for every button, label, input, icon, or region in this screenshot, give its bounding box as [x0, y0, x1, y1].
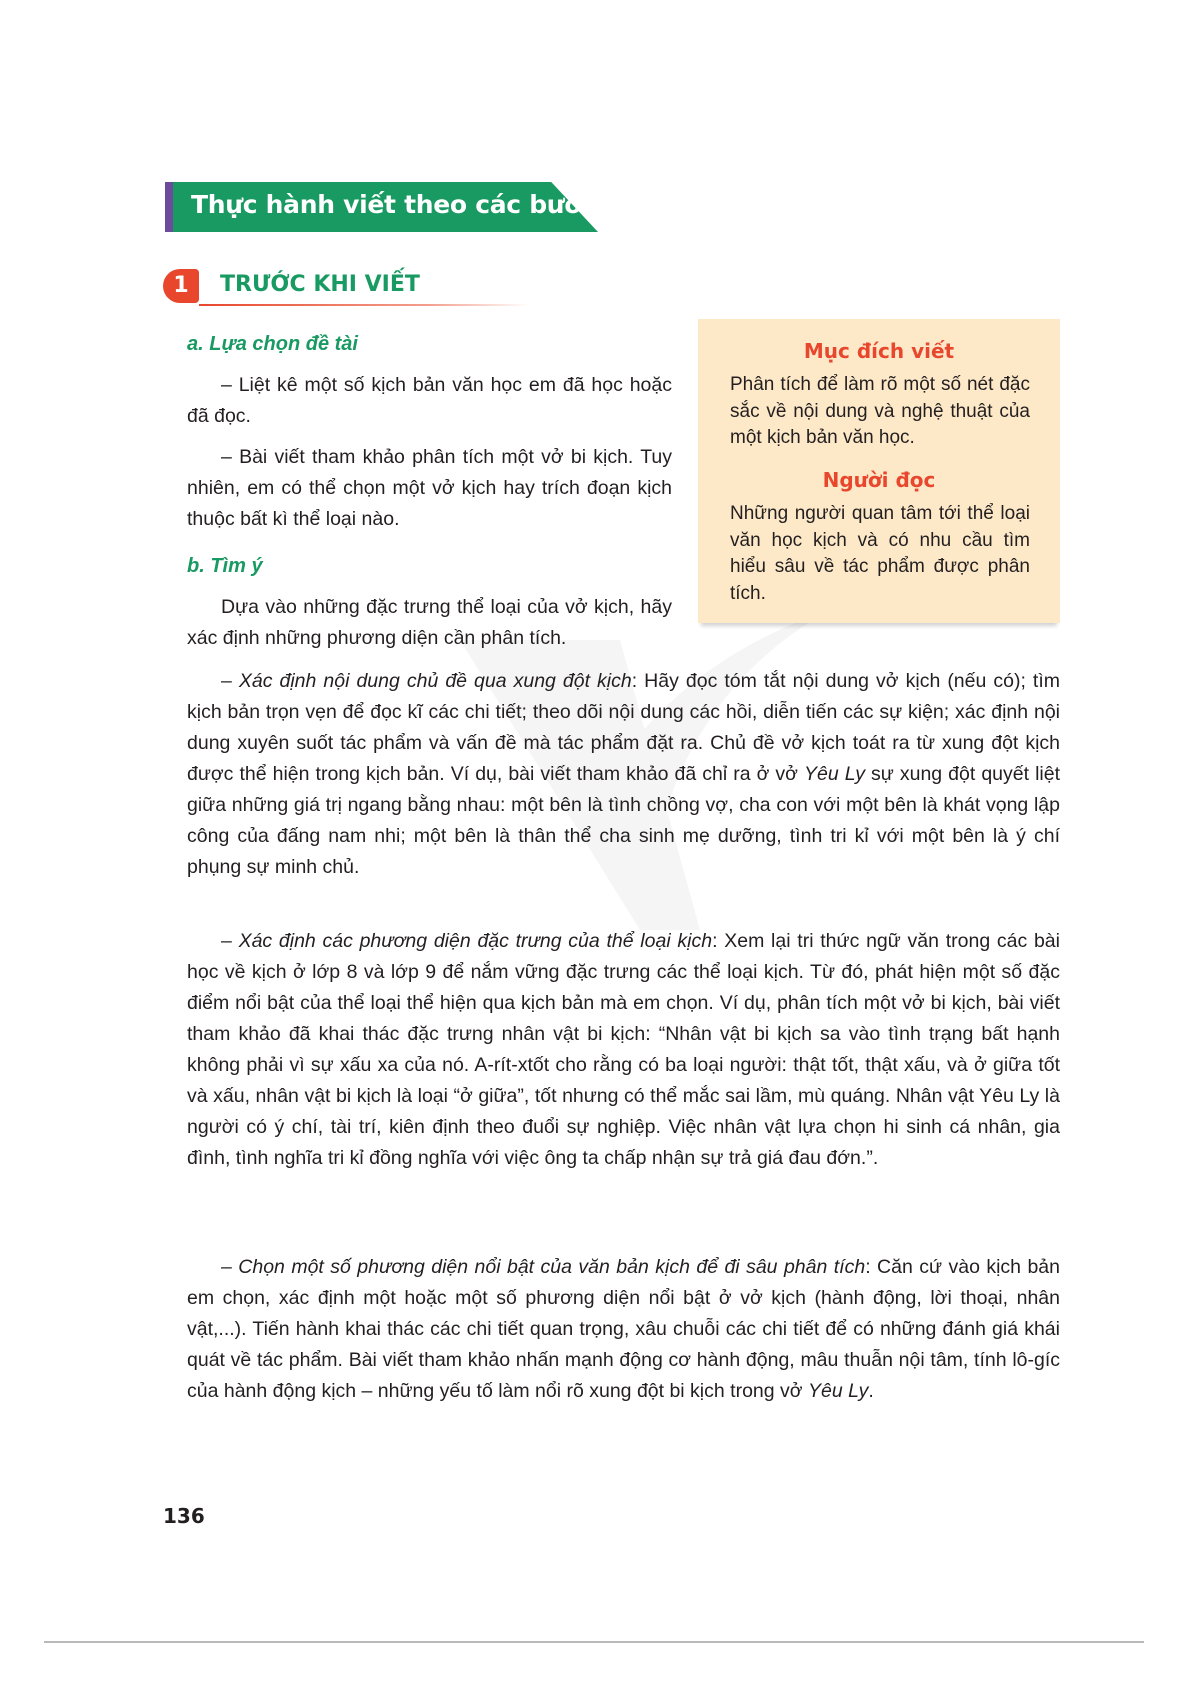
- subheading-find-ideas: b. Tìm ý: [187, 555, 263, 577]
- text-choose-aspects-1: : Căn cứ vào kịch bản em chọn, xác định một hoặc một số phương diện nổi bật ở vở kịch (hành động, lời thoại, nhân vật,...). Tiến hành khai thác các chi tiết quan trọng, xâu chuỗi các chi tiết để có những đánh giá khái quát về tác phẩm. Bài viết tham khảo nhấn mạnh động cơ hành động, mâu thuẫn nội tâm, tính lô-gíc của hành động kịch – những yếu tố làm nổi rõ xung đột bi kịch trong vở: [187, 1256, 1060, 1402]
- reader-text: Những người quan tâm tới thể loại văn học kịch và có nhu cầu tìm hiểu sâu về tác phẩm được phân tích.: [730, 503, 1030, 604]
- text-choose-aspects-2: .: [868, 1380, 874, 1402]
- paragraph-theme-through-conflict: [187, 666, 1060, 883]
- step-number-badge: 1: [163, 269, 199, 303]
- section-banner: [165, 182, 598, 232]
- play-title-yeu-ly: Yêu Ly: [807, 1380, 869, 1402]
- reader-heading: Người đọc: [822, 468, 936, 492]
- text-theme-through-conflict-1: : Hãy đọc tóm tắt nội dung vở kịch (nếu có); tìm kịch bản trọn vẹn để đọc kĩ các chi tiết; theo dõi nội dung các hồi, diễn tiến các sự kiện; xác định nội dung xuyên suốt tác phẩm và vấn đề mà tác phẩm đặt ra. Chủ đề vở kịch toát ra từ xung đột kịch được thể hiện trong kịch bản. Ví dụ, bài viết tham khảo đã chỉ ra ở vở: [187, 670, 1060, 785]
- text-genre-features: : Xem lại tri thức ngữ văn trong các bài học về kịch ở lớp 8 và lớp 9 để nắm vững đặc trưng các thể loại kịch. Từ đó, phát hiện một số đặc điểm nổi bật của thể loại thể hiện qua kịch bản mà em chọn. Ví dụ, phân tích một vở bi kịch, bài viết tham khảo đã khai thác đặc trưng nhân vật bi kịch: “Nhân vật bi kịch sa vào tình trạng bất hạnh không phải vì sự xấu xa của nó. A-rít-xtốt cho rằng có ba loại người: thật tốt, thật xấu, và ở giữa tốt và xấu, nhân vật bi kịch là loại “ở giữa”, tốt nhưng có thể mắc sai lầm, mù quáng. Nhân vật Yêu Ly là người có ý chí, tài trí, kiên định theo đuổi sự nghiệp. Việc nhân vật lựa chọn hi sinh cá nhân, gia đình, tình nghĩa tri kỉ đồng nghĩa với việc ông ta chấp nhận sự trả giá đau đớn.”.: [187, 930, 1060, 1169]
- step-title: TRƯỚC KHI VIẾT: [220, 272, 420, 297]
- step-underline: [199, 304, 529, 306]
- paragraph-choose-aspects: [187, 1252, 1060, 1407]
- purpose-text: Phân tích để làm rõ một số nét đặc sắc về nội dung và nghệ thuật của một kịch bản văn học.: [730, 374, 1030, 448]
- lead-genre-features: – Xác định các phương diện đặc trưng của thể loại kịch: [221, 930, 713, 952]
- paragraph-reference-essay: – Bài viết tham khảo phân tích một vở bi kịch. Tuy nhiên, em có thể chọn một vở kịch hay trích đoạn kịch thuộc bất kì thể loại nào.: [187, 446, 672, 530]
- purpose-heading: Mục đích viết: [803, 339, 955, 363]
- text-theme-through-conflict-2: sự xung đột quyết liệt giữa những giá trị ngang bằng nhau: một bên là tình chồng vợ, cha con với một bên là khát vọng lập công của đấng nam nhi; một bên là thân thể cha sinh mẹ dưỡng, tình tri kỉ với một bên là ý chí phụng sự minh chủ.: [187, 763, 1060, 878]
- lead-choose-aspects: – Chọn một số phương diện nổi bật của văn bản kịch để đi sâu phân tích: [221, 1256, 866, 1278]
- paragraph-genre-features: [187, 926, 1060, 1174]
- play-title-yeu-ly: Yêu Ly: [803, 763, 865, 785]
- paragraph-find-ideas-intro: Dựa vào những đặc trưng thể loại của vở kịch, hãy xác định những phương diện cần phân tích.: [187, 596, 672, 649]
- section-banner-title: Thực hành viết theo các bước: [191, 190, 596, 219]
- paragraph-list-scripts: – Liệt kê một số kịch bản văn học em đã học hoặc đã đọc.: [187, 374, 672, 427]
- lead-theme-through-conflict: – Xác định nội dung chủ đề qua xung đột kịch: [221, 670, 632, 692]
- footer-rule: [44, 1641, 1144, 1643]
- writing-purpose-note-box: [698, 319, 1060, 623]
- page-number: 136: [163, 1504, 205, 1528]
- step-heading: [163, 266, 543, 306]
- subheading-choose-topic: a. Lựa chọn đề tài: [187, 333, 358, 355]
